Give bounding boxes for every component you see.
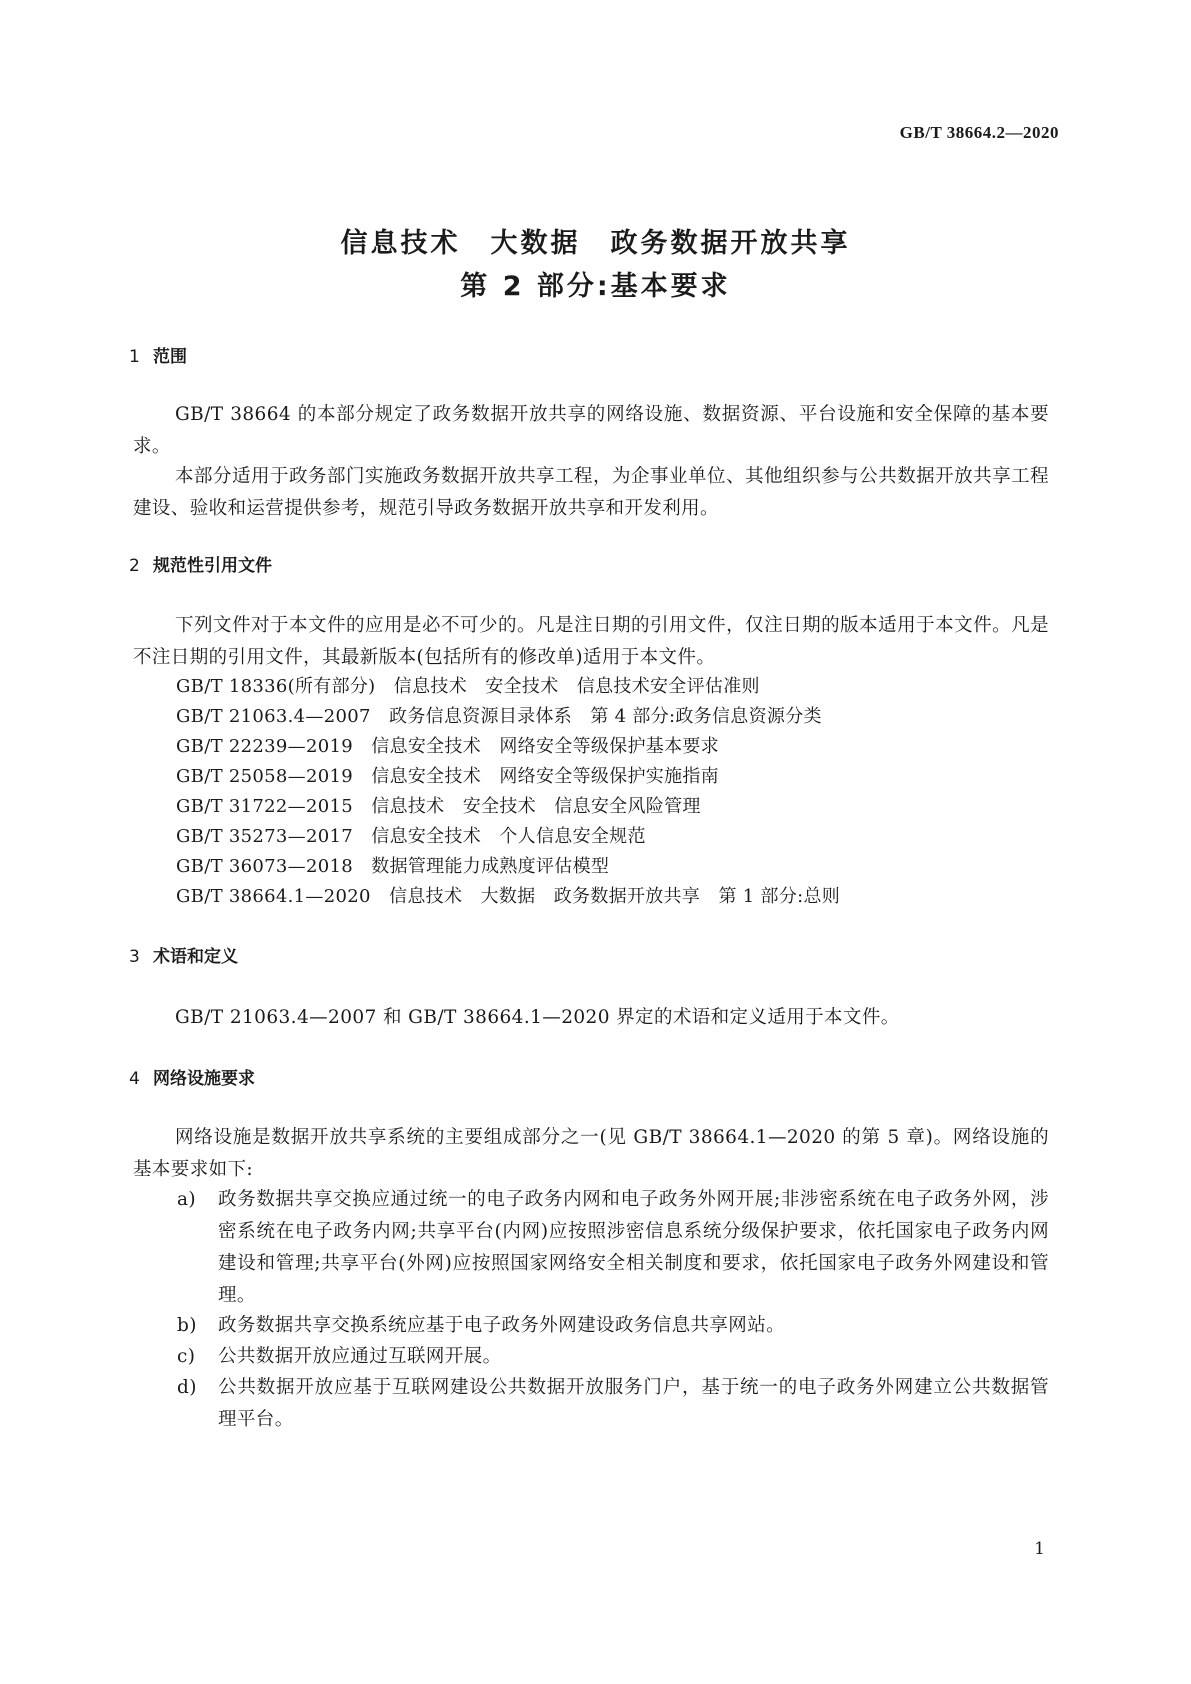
section-number: 2	[129, 556, 140, 576]
list-item-text: 政务数据共享交换系统应基于电子政务外网建设政务信息共享网站。	[218, 1315, 786, 1336]
reference-item: GB/T 35273—2017 信息安全技术 个人信息安全规范	[176, 826, 646, 847]
reference-item: GB/T 36073—2018 数据管理能力成熟度评估模型	[176, 856, 610, 877]
section-heading-normative-references	[129, 554, 272, 578]
list-marker: b)	[177, 1315, 197, 1336]
section-heading-network-facilities	[129, 1067, 255, 1091]
list-marker: d)	[177, 1377, 197, 1398]
list-item	[133, 1184, 1049, 1312]
reference-item: GB/T 18336(所有部分) 信息技术 安全技术 信息技术安全评估准则	[176, 676, 760, 697]
list-item-text: 公共数据开放应通过互联网开展。	[218, 1346, 502, 1367]
section-title: 术语和定义	[153, 947, 238, 967]
section-heading-scope	[129, 345, 187, 369]
list-item-text: 公共数据开放应基于互联网建设公共数据开放服务门户，基于统一的电子政务外网建立公共数据管理平台。	[218, 1377, 1049, 1430]
paragraph: 本部分适用于政务部门实施政务数据开放共享工程，为企事业单位、其他组织参与公共数据开放共享工程建设、验收和运营提供参考，规范引导政务数据开放共享和开发利用。	[133, 466, 1049, 519]
reference-item: GB/T 21063.4—2007 政务信息资源目录体系 第 4 部分:政务信息资源分类	[176, 706, 822, 727]
section-title: 网络设施要求	[153, 1069, 255, 1089]
section-number: 3	[129, 947, 140, 967]
list-item-text: 政务数据共享交换应通过统一的电子政务内网和电子政务外网开展;非涉密系统在电子政务外网，涉密系统在电子政务内网;共享平台(内网)应按照涉密信息系统分级保护要求，依托国家电子政务内网建设和管理;共享平台(外网)应按照国家网络安全相关制度和要求，依托国家电子政务外网建设和管理。	[218, 1189, 1049, 1306]
list-marker: a)	[177, 1189, 197, 1210]
reference-item: GB/T 38664.1—2020 信息技术 大数据 政务数据开放共享 第 1 部分:总则	[176, 886, 841, 907]
section-heading-terms-definitions	[129, 945, 238, 969]
paragraph: 网络设施是数据开放共享系统的主要组成部分之一(见 GB/T 38664.1—2020 的第 5 章)。网络设施的基本要求如下:	[133, 1127, 1049, 1180]
reference-item: GB/T 31722—2015 信息技术 安全技术 信息安全风险管理	[176, 796, 701, 817]
paragraph: 下列文件对于本文件的应用是必不可少的。凡是注日期的引用文件，仅注日期的版本适用于本文件。凡是不注日期的引用文件，其最新版本(包括所有的修改单)适用于本文件。	[133, 615, 1049, 668]
reference-item: GB/T 25058—2019 信息安全技术 网络安全等级保护实施指南	[176, 766, 719, 787]
document-title-line-2: 第 2 部分:基本要求	[460, 271, 731, 302]
page-number: 1	[1034, 1539, 1045, 1559]
section-title: 规范性引用文件	[153, 556, 272, 576]
list-item	[133, 1341, 1049, 1373]
document-title-line-1: 信息技术 大数据 政务数据开放共享	[340, 228, 851, 259]
reference-item: GB/T 22239—2019 信息安全技术 网络安全等级保护基本要求	[176, 736, 719, 757]
paragraph: GB/T 21063.4—2007 和 GB/T 38664.1—2020 界定的术语和定义适用于本文件。	[175, 1007, 900, 1028]
list-item	[133, 1310, 1049, 1342]
section-number: 1	[129, 347, 140, 367]
document-code: GB/T 38664.2—2020	[899, 123, 1059, 142]
list-marker: c)	[177, 1346, 196, 1367]
paragraph: GB/T 38664 的本部分规定了政务数据开放共享的网络设施、数据资源、平台设施和安全保障的基本要求。	[133, 404, 1049, 457]
section-number: 4	[129, 1069, 140, 1089]
list-item	[133, 1372, 1049, 1436]
section-title: 范围	[153, 347, 187, 367]
